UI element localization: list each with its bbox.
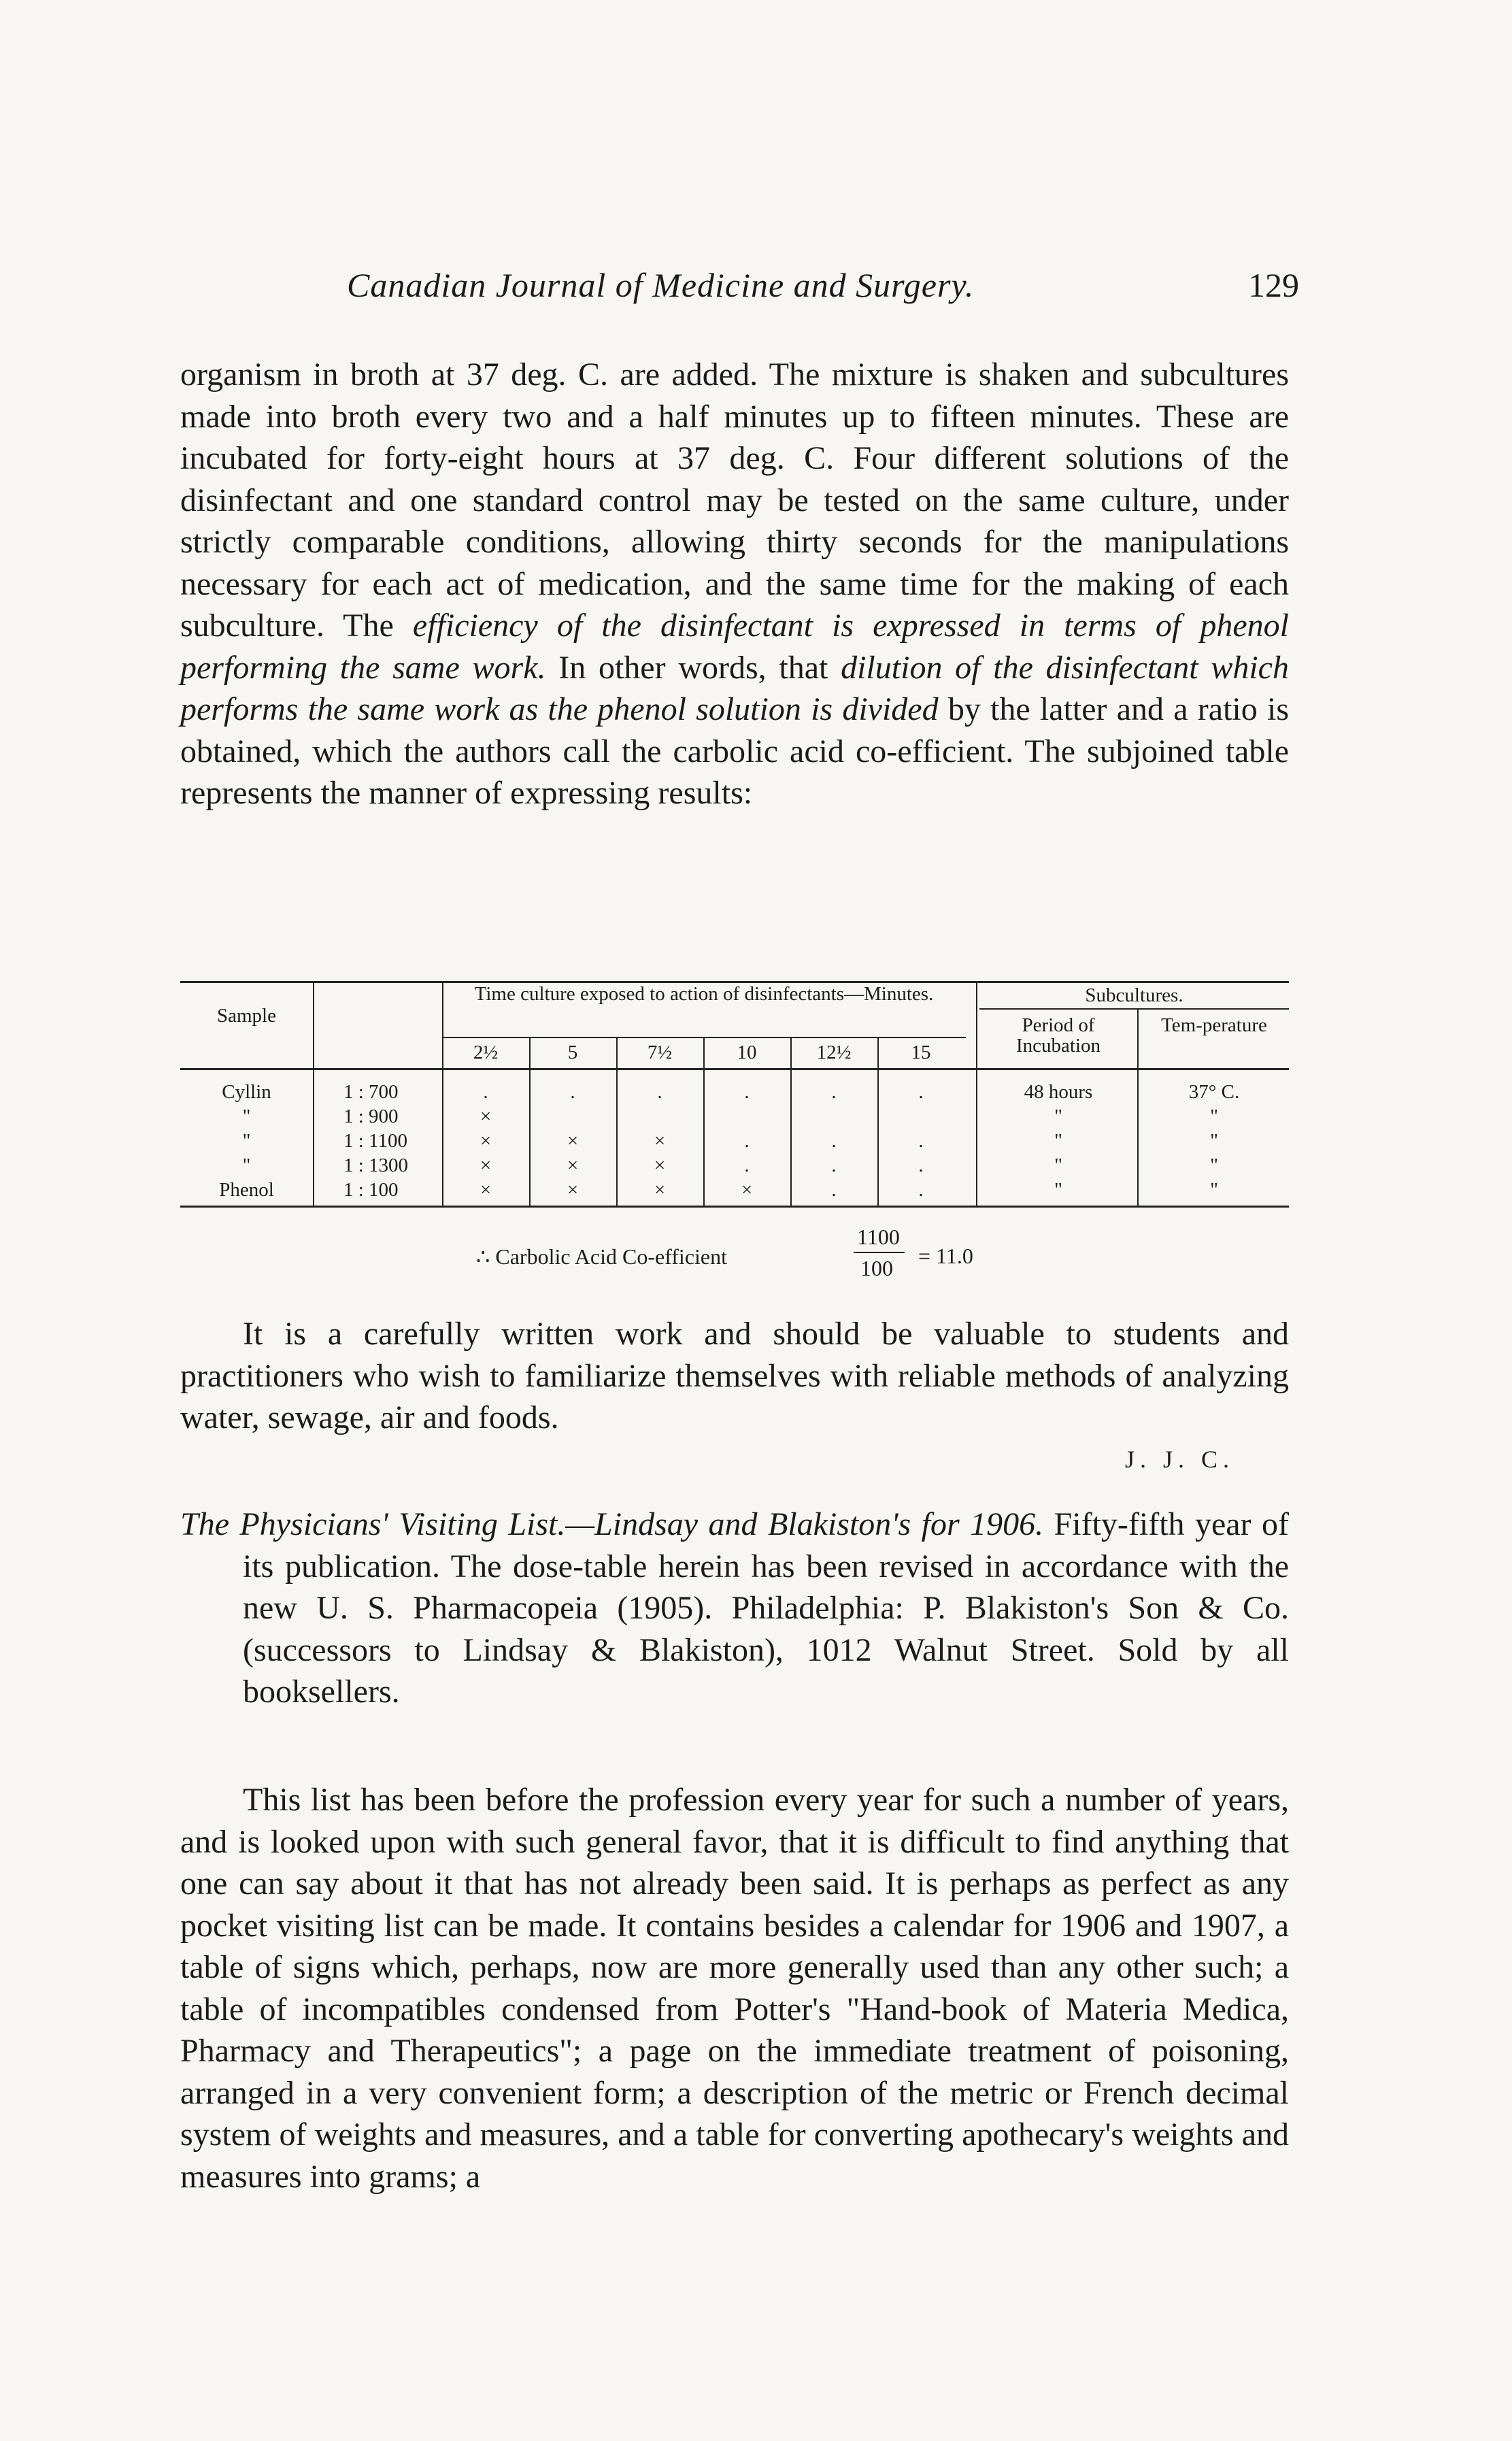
row-dilution: 1 : 1300 (343, 1155, 409, 1176)
formula-label: ∴ Carbolic Acid Co-efficient (476, 1244, 727, 1269)
row-mark: × (654, 1155, 666, 1176)
row-mark: . (483, 1081, 488, 1103)
minute-header: 5 (567, 1042, 578, 1063)
row-temp: " (1210, 1130, 1218, 1152)
body-paragraph-3 (180, 1779, 1289, 2197)
row-mark: . (831, 1179, 837, 1201)
review-notice (180, 1504, 1289, 1713)
row-sample: " (242, 1106, 251, 1127)
row-mark: × (480, 1179, 492, 1201)
formula-result: = 11.0 (918, 1244, 973, 1268)
row-mark: . (744, 1155, 750, 1176)
row-period: " (1054, 1179, 1062, 1201)
coefficient-formula (476, 1225, 1020, 1286)
row-mark: × (741, 1179, 753, 1201)
row-mark: . (657, 1081, 662, 1103)
para3-text: This list has been before the profession every year for such a number of years, and is looked upon with such general favor, that it is difficult to find anything that one can say about it that has not already been said. It is perhaps as perfect as any pocket visiting list can be made. It contains besides a calendar for 1906 and 1907, a table of signs which, perhaps, now are more generally used than any other such; a table of incompatibles condensed from Potter's "Hand-book of Materia Medica, Pharmacy and Therapeutics"; a page on the immediate treatment of poisoning, arranged in a very convenient form; a description of the metric or French decimal system of weights and measures, and a table for converting apothecary's weights and measures into grams; a (180, 1782, 1289, 2195)
body-paragraph-2 (180, 1313, 1289, 1480)
header-period: Period of Incubation (1015, 1014, 1101, 1057)
table-bottom-rule (180, 1206, 1289, 1208)
formula-fraction-bar (854, 1252, 905, 1253)
row-period: " (1054, 1106, 1062, 1127)
minute-header: 12½ (816, 1042, 852, 1063)
para2-text: It is a carefully written work and should be valuable to students and practitioners who wish to familiarize themselves with reliable methods of analyzing water, sewage, air and foods. (180, 1316, 1289, 1435)
row-mark: × (654, 1179, 666, 1201)
vrule-4 (1137, 1008, 1139, 1206)
row-sample: " (242, 1155, 251, 1176)
results-table (180, 981, 1289, 1212)
para1-text-a: organism in broth at 37 deg. C. are added. The mixture is shaken and subcultures made into broth every two and a half minutes up to fifteen minutes. These are incubated for forty-eight hours at 37 deg. C. Four different solutions of the disinfectant and one standard control may be tested on the same culture, under strictly comparable conditions, allowing thirty seconds for the manipulations necessary for each act of medication, and the same time for the making of each subculture. The (180, 356, 1289, 644)
row-mark: . (918, 1155, 924, 1176)
para1-italic-b: dilution of the disinfectant which performs the same work as the phenol solution is divided (180, 649, 1289, 727)
row-mark: × (480, 1155, 492, 1176)
row-mark: . (831, 1130, 837, 1152)
reviewer-signature: J. J. C. (1124, 1445, 1234, 1473)
row-mark: × (480, 1106, 492, 1127)
row-mark: . (918, 1130, 924, 1152)
review-title: The Physicians' Visiting List.—Lindsay and Blakiston's for 1906. (180, 1506, 1044, 1542)
row-temp: 37° C. (1188, 1081, 1240, 1103)
formula-numerator: 1100 (857, 1225, 900, 1249)
row-sample: " (242, 1130, 251, 1152)
row-mark: × (567, 1130, 579, 1152)
header-subcultures: Subcultures. (1085, 984, 1183, 1006)
header-sample: Sample (217, 1005, 276, 1027)
header-time: Time culture exposed to action of disinfectants—Minutes. (474, 983, 934, 1005)
row-period: 48 hours (1024, 1081, 1093, 1103)
row-temp: " (1210, 1106, 1218, 1127)
running-header (347, 265, 1299, 313)
row-mark: . (918, 1081, 924, 1103)
page-number: 129 (1248, 266, 1299, 304)
para1-italic-a: efficiency of the disinfectant is expressed in terms of phenol performing the same work. (180, 608, 1290, 686)
vrule-3 (976, 981, 977, 1206)
body-paragraph-1 (180, 354, 1289, 814)
row-mark: . (831, 1081, 837, 1103)
row-mark: . (918, 1179, 924, 1201)
row-dilution: 1 : 100 (343, 1179, 399, 1201)
row-dilution: 1 : 700 (343, 1081, 399, 1103)
header-temperature: Tem-perature (1161, 1014, 1267, 1036)
row-period: " (1054, 1130, 1062, 1152)
para1-text-b: In other words, that (545, 649, 841, 686)
formula-denominator: 100 (860, 1256, 893, 1280)
row-period: " (1054, 1155, 1062, 1176)
row-dilution: 1 : 1100 (343, 1130, 407, 1152)
minute-header: 2½ (473, 1042, 499, 1063)
row-sample: Phenol (219, 1179, 274, 1201)
row-temp: " (1210, 1155, 1218, 1176)
row-temp: " (1210, 1179, 1218, 1201)
row-mark: × (480, 1130, 492, 1152)
minute-header: 7½ (647, 1042, 673, 1063)
row-mark: . (831, 1155, 837, 1176)
para1-text-c: by the latter and a ratio is obtained, which the authors call the carbolic acid co-efficient. The subjoined table represents the manner of expressing results: (180, 691, 1290, 811)
row-mark: × (567, 1155, 579, 1176)
row-mark: × (567, 1179, 579, 1201)
row-mark: . (744, 1130, 750, 1152)
review-text: Fifty-fifth year of its publication. The dose-table herein has been revised in accordance with the new U. S. Pharmacopeia (1905). Philadelphia: P. Blakiston's Son & Co. (successors to Lindsay & Blakiston), 1012 Walnut Street. Sold by all booksellers. (243, 1506, 1289, 1710)
minute-header: 15 (911, 1042, 931, 1063)
vrule-1 (313, 981, 314, 1206)
row-dilution: 1 : 900 (343, 1106, 399, 1127)
row-mark: × (654, 1130, 666, 1152)
subcultures-rule (979, 1008, 1289, 1010)
header-bottom-rule (180, 1068, 1289, 1070)
running-title: Canadian Journal of Medicine and Surgery. (347, 266, 975, 304)
row-mark: . (744, 1081, 750, 1103)
row-sample: Cyllin (222, 1081, 271, 1103)
row-mark: . (570, 1081, 575, 1103)
minute-header: 10 (737, 1042, 757, 1063)
